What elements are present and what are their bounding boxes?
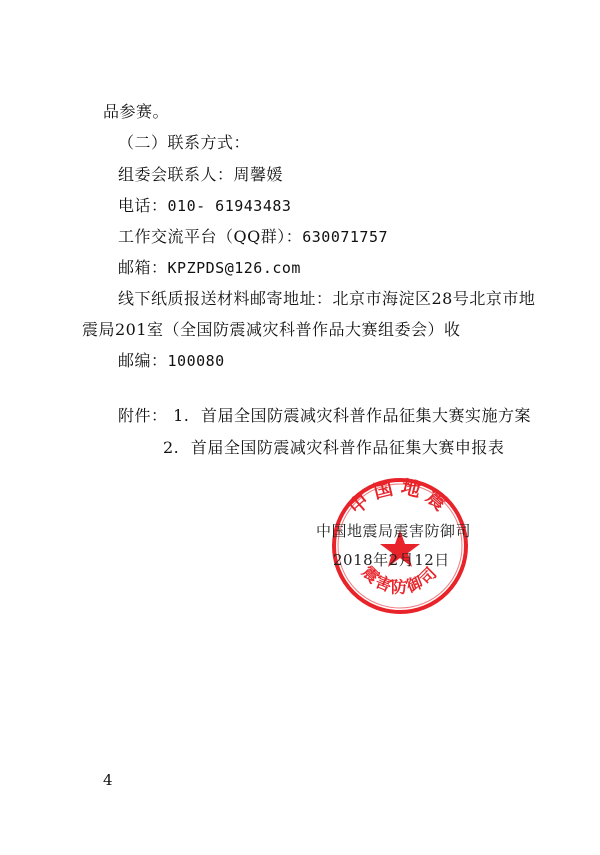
official-seal — [320, 468, 480, 618]
attachment-prefix: 附件： — [118, 406, 168, 425]
email-line — [118, 258, 301, 278]
postcode-label: 邮编： — [118, 351, 168, 370]
phone-line — [118, 196, 291, 216]
address-line-2: 震局201室（全国防震减灾科普作品大赛组委会）收 — [82, 320, 461, 339]
official-seal-image — [320, 468, 480, 618]
qq-group-line — [118, 227, 388, 247]
phone-label: 电话： — [118, 196, 168, 215]
email-value: KPZPDS@126.com — [167, 259, 301, 277]
contact-person-line: 组委会联系人：周馨媛 — [118, 165, 284, 184]
qq-label: 工作交流平台（QQ群）： — [118, 227, 303, 246]
address-line-1: 线下纸质报送材料邮寄地址：北京市海淀区28号北京市地 — [118, 289, 536, 308]
seal-bottom-text: 震害防御司 — [358, 562, 442, 597]
attachment-number: 1. — [173, 406, 190, 425]
page-number: 4 — [103, 771, 113, 789]
postcode-line — [118, 351, 225, 371]
email-label: 邮箱： — [118, 258, 168, 277]
qq-value: 630071757 — [302, 228, 389, 246]
attachment-number: 2. — [163, 438, 180, 457]
issuing-organization: 中国地震局震害防御司 — [316, 522, 472, 540]
text-line-continuation: 品参赛。 — [103, 102, 170, 121]
attachment-title: 首届全国防震减灾科普作品征集大赛实施方案 — [200, 406, 531, 425]
seal-top-text: 中国地震 — [344, 476, 456, 520]
attachment-item-1 — [118, 406, 531, 426]
postcode-value: 100080 — [167, 352, 225, 370]
issue-date: 2018年2月12日 — [333, 551, 450, 569]
attachment-title: 首届全国防震减灾科普作品征集大赛申报表 — [190, 438, 505, 457]
attachment-item-2 — [163, 438, 504, 458]
phone-value: 010- 61943483 — [167, 197, 292, 215]
section-heading-contact: （二）联系方式： — [118, 133, 251, 152]
